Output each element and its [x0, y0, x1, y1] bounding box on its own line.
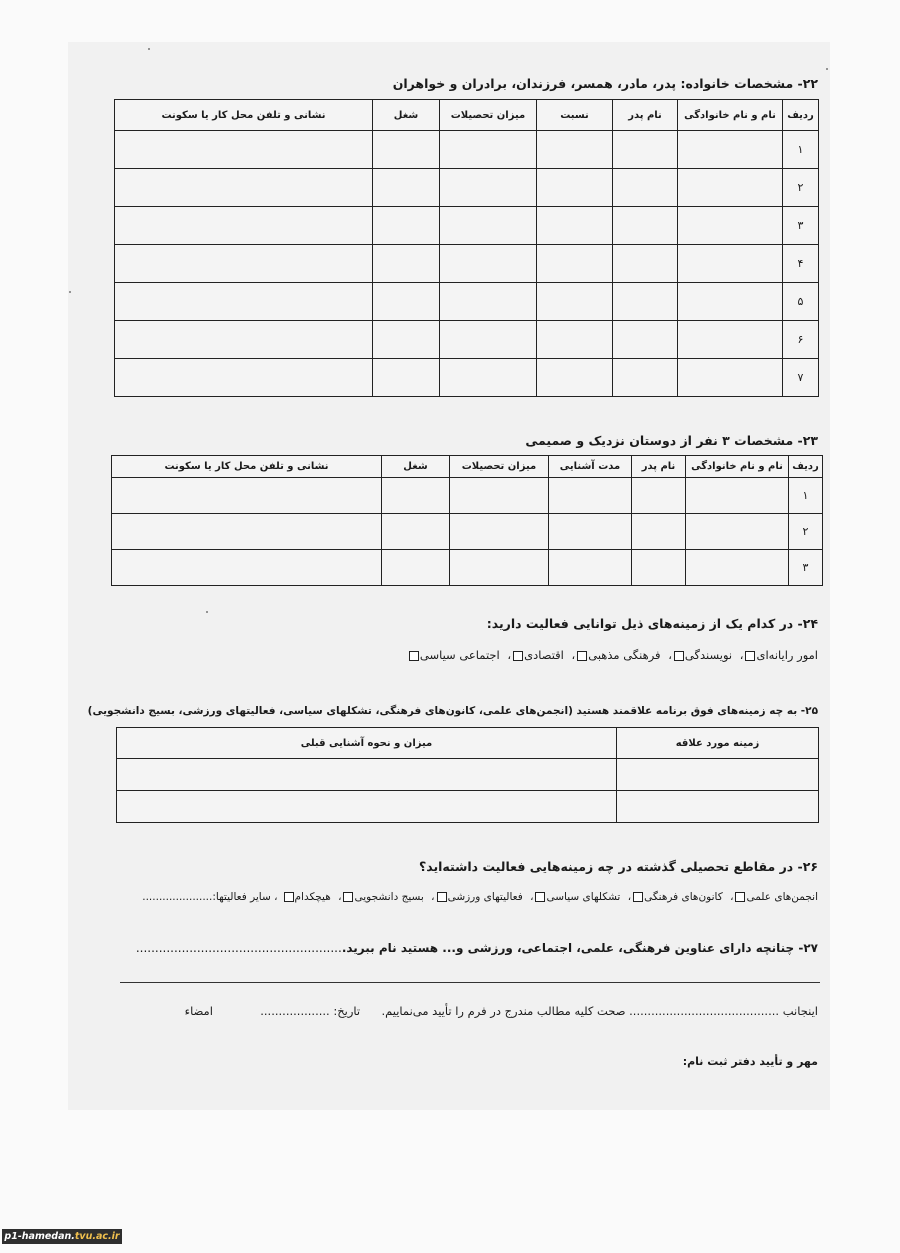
cell-relation[interactable]	[537, 283, 613, 321]
col-full-name: نام و نام خانوادگی	[686, 456, 789, 478]
cell-name[interactable]	[686, 514, 789, 550]
col-prior-familiarity: میزان و نحوه آشنایی قبلی	[117, 728, 617, 759]
cell-father[interactable]	[632, 550, 686, 586]
option-label: اجتماعی سیاسی	[419, 648, 500, 662]
cell-occupation[interactable]	[373, 359, 440, 397]
section27-question	[136, 941, 818, 955]
col-education: میزان تحصیلات	[450, 456, 549, 478]
cell-father[interactable]	[613, 169, 678, 207]
table-row	[115, 283, 819, 321]
option-label: فرهنگی مذهبی	[588, 648, 661, 662]
row-number: ۲	[783, 169, 819, 207]
cell-address[interactable]	[112, 550, 382, 586]
option-social-political[interactable]	[407, 648, 500, 662]
row-number: ۲	[789, 514, 823, 550]
cell-name[interactable]	[678, 131, 783, 169]
table-row	[115, 245, 819, 283]
cell-name[interactable]	[686, 478, 789, 514]
table-row	[115, 321, 819, 359]
cell-father[interactable]	[613, 283, 678, 321]
checkbox[interactable]	[674, 651, 684, 661]
option-scientific[interactable]: انجمن‌های علمی،	[730, 891, 818, 903]
cell-occupation[interactable]	[373, 207, 440, 245]
option-basij[interactable]: بسیج دانشجویی،	[338, 891, 424, 903]
cell-name[interactable]	[678, 207, 783, 245]
col-acquaintance-duration: مدت آشنایی	[549, 456, 632, 478]
site-main-text: p1-hamedan.	[4, 1231, 75, 1242]
section23-title: ۲۳- مشخصات ۳ نفر از دوستان نزدیک و صمیمی	[525, 433, 818, 448]
table-row	[112, 514, 823, 550]
option-label: امور رایانه‌ای	[756, 648, 818, 662]
option-label: هیچکدام	[294, 891, 331, 903]
cell-occupation[interactable]	[373, 131, 440, 169]
cell-duration[interactable]	[549, 550, 632, 586]
other-activities-field[interactable]: .....................	[142, 891, 213, 903]
cell-relation[interactable]	[537, 169, 613, 207]
cell-occupation[interactable]	[382, 514, 450, 550]
col-interest-field: زمینه مورد علاقه	[617, 728, 819, 759]
option-religious-cultural[interactable]: فرهنگی مذهبی،	[571, 648, 661, 662]
col-address-phone: نشانی و تلفن محل کار یا سکونت	[112, 456, 382, 478]
table-row	[115, 169, 819, 207]
cell-name[interactable]	[678, 283, 783, 321]
cell-occupation[interactable]	[373, 283, 440, 321]
checkbox[interactable]	[343, 892, 353, 902]
table-row	[117, 791, 819, 823]
col-relation: نسبت	[537, 100, 613, 131]
option-label: انجمن‌های علمی	[746, 891, 818, 903]
cell-father[interactable]	[613, 359, 678, 397]
option-economic[interactable]: اقتصادی،	[507, 648, 564, 662]
cell-address[interactable]	[115, 169, 373, 207]
option-label: اقتصادی	[524, 648, 564, 662]
col-row-number: ردیف	[783, 100, 819, 131]
section24-question: ۲۴- در کدام یک از زمینه‌های ذیل توانایی فعالیت دارید:	[486, 616, 818, 631]
cell-address[interactable]	[115, 359, 373, 397]
section22-title: ۲۲- مشخصات خانواده: پدر، مادر، همسر، فرزندان، برادران و خواهران	[392, 76, 818, 91]
cell-address[interactable]	[115, 245, 373, 283]
col-father-name: نام پدر	[613, 100, 678, 131]
cell-education[interactable]	[450, 514, 549, 550]
table-row	[115, 131, 819, 169]
scan-speck	[69, 291, 71, 293]
col-address-phone: نشانی و تلفن محل کار یا سکونت	[115, 100, 373, 131]
table-header-row	[115, 100, 819, 131]
date-field[interactable]: ...................	[260, 1004, 330, 1018]
option-label: نویسندگی	[684, 648, 733, 662]
col-father-name: نام پدر	[632, 456, 686, 478]
cell-address[interactable]	[115, 321, 373, 359]
checkbox[interactable]	[409, 651, 419, 661]
option-political[interactable]: تشکلهای سیاسی،	[530, 891, 621, 903]
table-row	[112, 550, 823, 586]
cell-familiarity[interactable]	[117, 791, 617, 823]
cell-father[interactable]	[613, 207, 678, 245]
site-accent-text: tvu.ac.ir	[74, 1231, 120, 1242]
row-number: ۳	[789, 550, 823, 586]
interests-table	[116, 727, 819, 823]
section26-options	[142, 891, 818, 903]
cell-duration[interactable]	[549, 514, 632, 550]
cell-education[interactable]	[440, 207, 537, 245]
checkbox[interactable]	[535, 892, 545, 902]
cell-education[interactable]	[440, 283, 537, 321]
col-row-number: ردیف	[789, 456, 823, 478]
section25-question: ۲۵- به چه زمینه‌های فوق برنامه علاقمند هستید (انجمن‌های علمی، کانون‌های فرهنگی، تشکلهای سیاسی، فعالیتهای ورزشی، بسیج دانشجویی)	[87, 705, 818, 717]
cell-occupation[interactable]	[373, 169, 440, 207]
checkbox[interactable]	[513, 651, 523, 661]
cell-address[interactable]	[112, 478, 382, 514]
checkbox[interactable]	[633, 892, 643, 902]
cell-father[interactable]	[632, 514, 686, 550]
stamp-label: مهر و تأیید دفتر ثبت نام:	[682, 1055, 818, 1068]
table-header-row	[117, 728, 819, 759]
scan-speck	[148, 48, 150, 50]
checkbox[interactable]	[745, 651, 755, 661]
cell-address[interactable]	[115, 131, 373, 169]
option-none[interactable]	[282, 891, 331, 903]
option-sports[interactable]: فعالیتهای ورزشی،	[431, 891, 523, 903]
option-label: کانون‌های فرهنگی	[644, 891, 723, 903]
section26-question: ۲۶- در مقاطع تحصیلی گذشته در چه زمینه‌هایی فعالیت داشته‌اید؟	[418, 859, 818, 874]
col-full-name: نام و نام خانوادگی	[678, 100, 783, 131]
cell-occupation[interactable]	[382, 550, 450, 586]
cell-education[interactable]	[450, 550, 549, 586]
col-occupation: شغل	[382, 456, 450, 478]
cell-education[interactable]	[440, 359, 537, 397]
applicant-name-field[interactable]: .........................................	[629, 1004, 780, 1018]
cell-relation[interactable]	[537, 359, 613, 397]
family-table	[114, 99, 819, 397]
divider	[120, 982, 820, 983]
table-row	[115, 359, 819, 397]
row-number: ۱	[789, 478, 823, 514]
cell-duration[interactable]	[549, 478, 632, 514]
table-row	[115, 207, 819, 245]
row-number: ۷	[783, 359, 819, 397]
scan-speck	[826, 68, 828, 70]
other-activities-label: ، سایر فعالیتها:	[212, 891, 278, 903]
cell-address[interactable]	[115, 207, 373, 245]
row-number: ۱	[783, 131, 819, 169]
friends-table	[111, 455, 823, 586]
cell-relation[interactable]	[537, 321, 613, 359]
scan-speck	[206, 611, 208, 613]
cell-occupation[interactable]	[382, 478, 450, 514]
cell-occupation[interactable]	[373, 245, 440, 283]
declaration-prefix: اینجانب	[782, 1004, 818, 1018]
row-number: ۶	[783, 321, 819, 359]
cell-father[interactable]	[632, 478, 686, 514]
option-label: تشکلهای سیاسی	[546, 891, 621, 903]
cell-name[interactable]	[678, 245, 783, 283]
row-number: ۴	[783, 245, 819, 283]
col-education: میزان تحصیلات	[440, 100, 537, 131]
declaration-text: صحت کلیه مطالب مندرج در فرم را تأیید می‌نماییم.	[381, 1004, 626, 1018]
cell-relation[interactable]	[537, 131, 613, 169]
cell-father[interactable]	[613, 245, 678, 283]
cell-interest[interactable]	[617, 759, 819, 791]
row-number: ۳	[783, 207, 819, 245]
section24-options	[403, 648, 818, 662]
option-writing[interactable]: نویسندگی،	[668, 648, 733, 662]
cell-relation[interactable]	[537, 207, 613, 245]
cell-name[interactable]	[678, 169, 783, 207]
cell-name[interactable]	[678, 321, 783, 359]
table-row	[112, 478, 823, 514]
site-watermark	[2, 1229, 122, 1244]
cell-education[interactable]	[440, 321, 537, 359]
cell-education[interactable]	[440, 131, 537, 169]
row-number: ۵	[783, 283, 819, 321]
checkbox[interactable]	[735, 892, 745, 902]
cell-interest[interactable]	[617, 791, 819, 823]
col-occupation: شغل	[373, 100, 440, 131]
option-label: فعالیتهای ورزشی	[447, 891, 523, 903]
table-header-row	[112, 456, 823, 478]
checkbox[interactable]	[577, 651, 587, 661]
cell-relation[interactable]	[537, 245, 613, 283]
section27-text: ۲۷- چنانچه دارای عناوین فرهنگی، علمی، اجتماعی، ورزشی و... هستید نام ببرید.	[341, 941, 818, 955]
option-cultural-centers[interactable]: کانون‌های فرهنگی،	[627, 891, 723, 903]
cell-education[interactable]	[440, 245, 537, 283]
cell-address[interactable]	[115, 283, 373, 321]
checkbox[interactable]	[437, 892, 447, 902]
cell-address[interactable]	[112, 514, 382, 550]
titles-field[interactable]: ......................................................	[135, 941, 342, 955]
declaration-line	[185, 1004, 818, 1018]
cell-father[interactable]	[613, 321, 678, 359]
cell-name[interactable]	[678, 359, 783, 397]
signature-label: امضاء	[184, 1004, 213, 1018]
cell-father[interactable]	[613, 131, 678, 169]
cell-education[interactable]	[450, 478, 549, 514]
cell-name[interactable]	[686, 550, 789, 586]
cell-occupation[interactable]	[373, 321, 440, 359]
option-label: بسیج دانشجویی	[354, 891, 424, 903]
cell-education[interactable]	[440, 169, 537, 207]
cell-familiarity[interactable]	[117, 759, 617, 791]
table-row	[117, 759, 819, 791]
checkbox[interactable]	[284, 892, 294, 902]
option-computer[interactable]: امور رایانه‌ای،	[739, 648, 818, 662]
date-label: تاریخ:	[333, 1004, 361, 1018]
